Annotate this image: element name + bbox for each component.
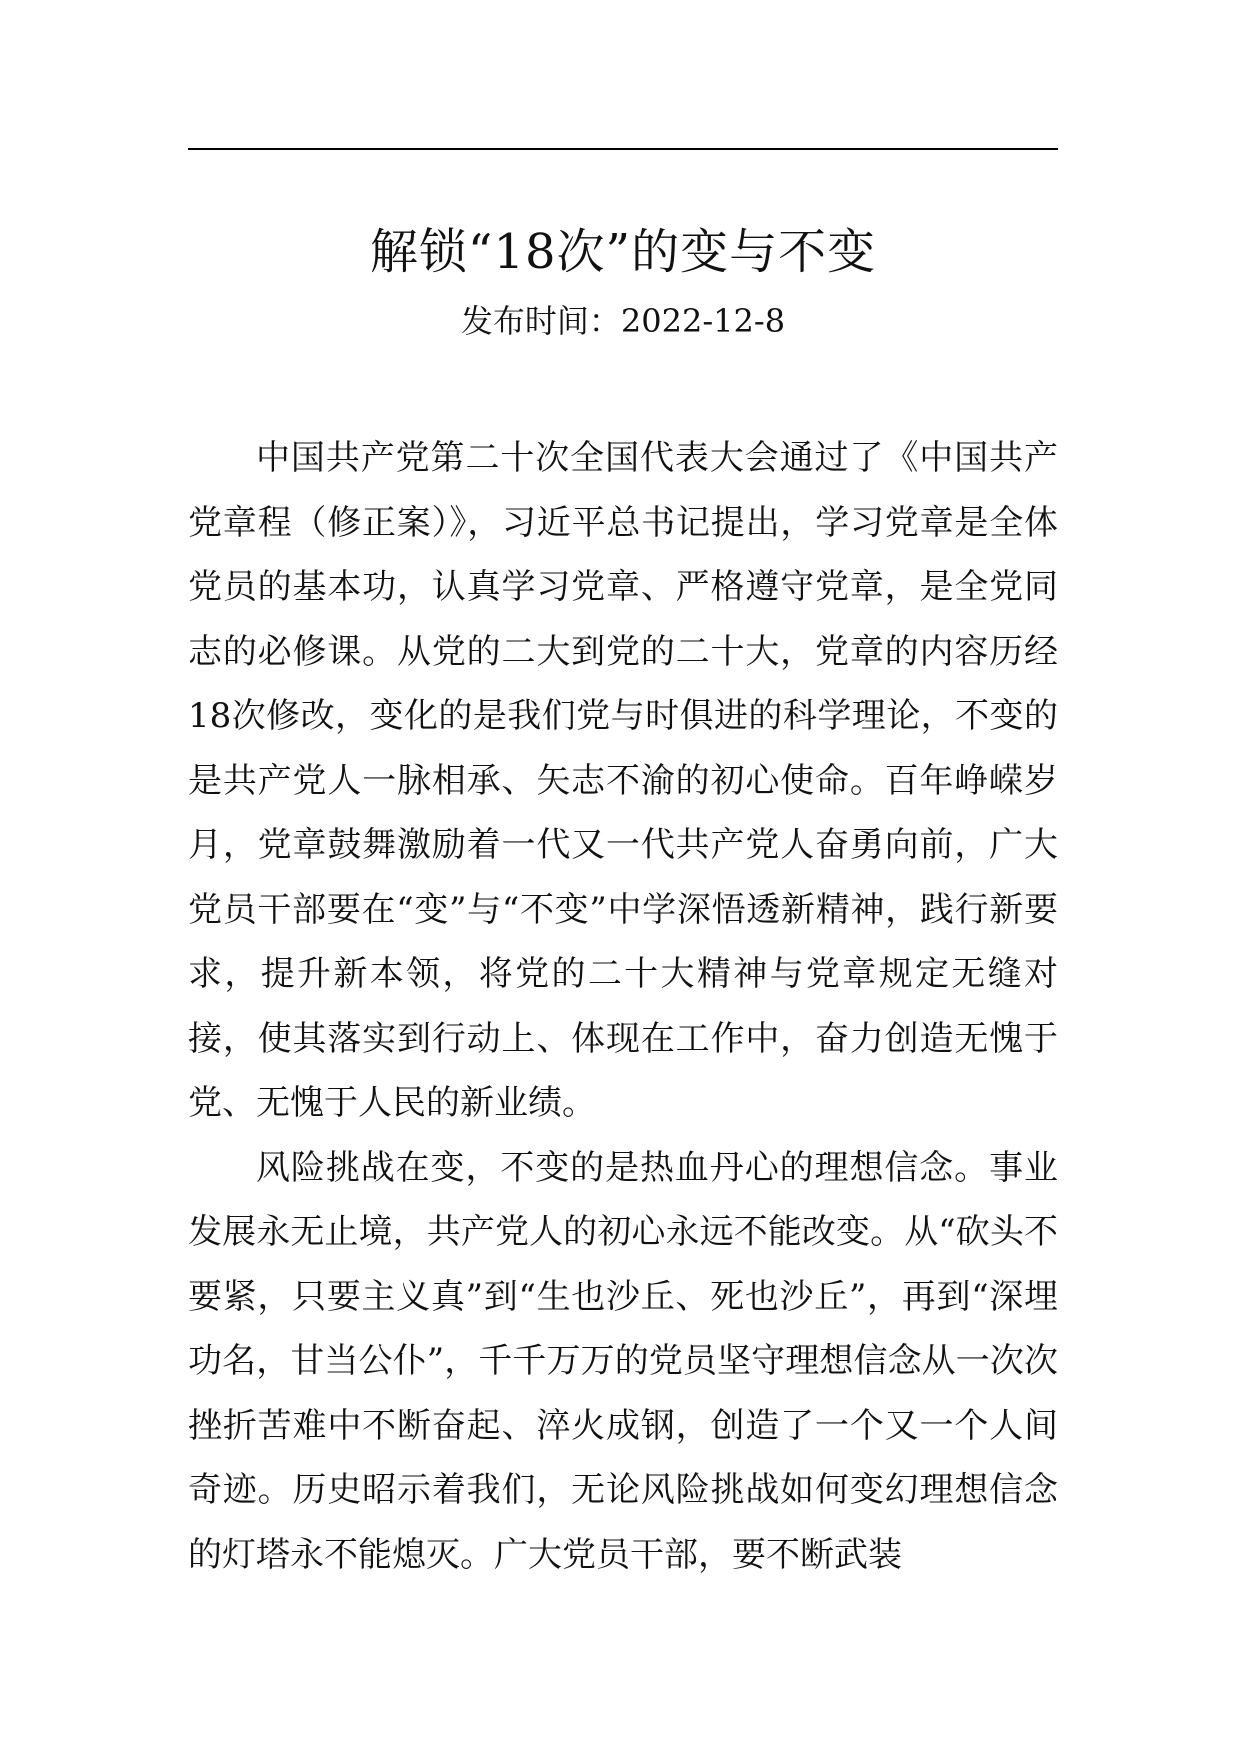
- publish-date: 发布时间：2022-12-8: [460, 302, 786, 340]
- header-rule: [188, 148, 1058, 150]
- article-title: 解锁“18次”的变与不变: [369, 224, 877, 280]
- paragraph-1: 中国共产党第二十次全国代表大会通过了《中国共产党章程（修正案）》，习近平总书记提出，学习党章是全体党员的基本功，认真学习党章、严格遵守党章，是全党同志的必修课。从党的二大到党的二十大，党章的内容历经18次修改，变化的是我们党与时俱进的科学理论，不变的是共产党人一脉相承、矢志不渝的初心使命。百年峥嵘岁月，党章鼓舞激励着一代又一代共产党人奋勇向前，广大党员干部要在“变”与“不变”中学深悟透新精神，践行新要求，提升新本领，将党的二十大精神与党章规定无缝对接，使其落实到行动上、体现在工作中，奋力创造无愧于党、无愧于人民的新业绩。: [188, 438, 1058, 1123]
- article-body: [188, 426, 1058, 1587]
- paragraph-2: 风险挑战在变，不变的是热血丹心的理想信念。事业发展永无止境，共产党人的初心永远不能改变。从“砍头不要紧，只要主义真”到“生也沙丘、死也沙丘”，再到“深埋功名，甘当公仆”，千千万万的党员坚守理想信念从一次次挫折苦难中不断奋起、淬火成钢，创造了一个又一个人间奇迹。历史昭示着我们，无论风险挑战如何变幻理想信念的灯塔永不能熄灭。广大党员干部，要不断武装: [188, 1147, 1058, 1575]
